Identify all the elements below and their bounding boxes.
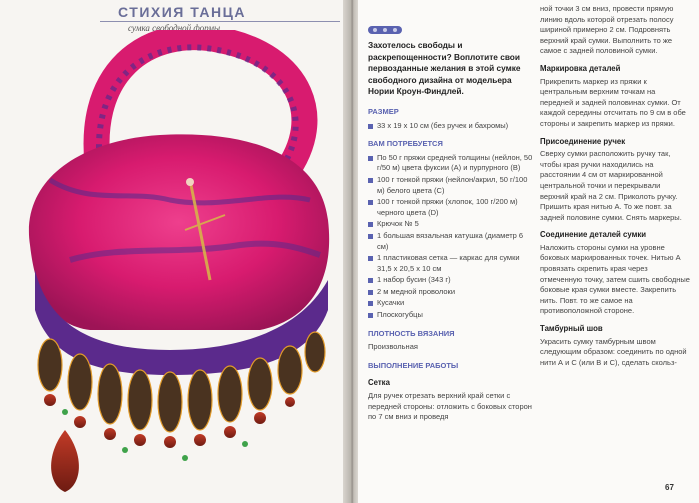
continued-text: ной точки 3 см вниз, провести прямую линию вдоль которой отрезать полосу шириной примерно 2 см. Подровнять верхний край сумки. Выполнить то же самое с задней половиной сумки.: [540, 4, 674, 56]
work-heading: ВЫПОЛНЕНИЕ РАБОТЫ: [368, 360, 459, 370]
section-badge-icon: [368, 26, 402, 34]
density-heading: ПЛОТНОСТЬ ВЯЗАНИЯ: [368, 328, 455, 338]
marking-text: Прикрепить маркер из пряжи к центральным верхним точкам на передней и задней половинах сумки. От каждой середины отсчитать по 9 см в обе стороны и закрепить маркер из пряжи.: [540, 76, 686, 128]
density-text: Произвольная: [368, 342, 418, 352]
joining-text: Наложить стороны сумки на уровне боковых маркированных точек. Нитью А провязать скрепить края через отмеченную точку, затем сшить свободные боковые края сумки вместе. Закрепить нить. Повт. то же самое на противоположной стороне.: [540, 242, 690, 316]
joining-title: Соединение деталей сумки: [540, 230, 647, 240]
mesh-text: Для ручек отрезать верхний край сетки с передней стороны: отложить с боковых сторон по 7 см вниз и проведя: [368, 391, 532, 422]
materials-item: 100 г тонкой пряжи (хлопок, 100 г/200 м) черного цвета (D): [368, 197, 533, 218]
intro-text: Захотелось свободы и раскрепощенности? Воплотите свои первозданные желания в этой сумке свободного дизайна от модельера Нории Кроун-Финдлей.: [368, 40, 521, 97]
materials-item: 1 пластиковая сетка — каркас для сумки 31,5 х 20,5 х 10 см: [368, 253, 533, 274]
right-page: [358, 0, 699, 503]
tambour-text: Украсить сумку тамбурным швом следующим образом: соединить по одной нити А и С (или B и С), сделать скольз-: [540, 336, 687, 367]
materials-item: По 50 г пряжи средней толщины (нейлон, 50 г/50 м) цвета фуксии (A) и пурпурного (B): [368, 153, 533, 174]
materials-item: 1 большая вязальная катушка (диаметр 6 см): [368, 231, 533, 252]
materials-item: Крючок № 5: [368, 219, 533, 230]
page-subtitle: сумка свободной формы: [128, 23, 221, 33]
materials-item: 2 м медной проволоки: [368, 287, 533, 298]
materials-item: Плоскогубцы: [368, 310, 533, 321]
page-number: 67: [665, 483, 674, 492]
handles-text: Сверху сумки расположить ручку так, чтобы края ручки находились на расстоянии 4 см от маркированной центральной точки и перекрывали верхний край на 2 см. Приколоть ручку. Пришить края нитью А. То же повт. за задней половине сумки. Снять маркеры.: [540, 149, 682, 222]
text-column-1: [368, 40, 533, 423]
size-item: 33 х 19 х 10 см (без ручек и бахромы): [368, 121, 533, 132]
mesh-title: Сетка: [368, 378, 390, 388]
materials-item: 1 набор бусин (343 г): [368, 275, 533, 286]
materials-item: 100 г тонкой пряжи (нейлон/акрил, 50 г/100 м) белого цвета (С): [368, 175, 533, 196]
bag-photo: [10, 30, 340, 500]
large-drop-bead: [51, 430, 79, 492]
title-divider: [100, 21, 340, 22]
text-column-2: [540, 4, 690, 368]
handles-title: Присоединение ручек: [540, 136, 626, 146]
tambour-title: Тамбурный шов: [540, 324, 603, 334]
left-page: [0, 0, 347, 503]
page-title: СТИХИЯ ТАНЦА: [118, 4, 246, 20]
materials-heading: ВАМ ПОТРЕБУЕТСЯ: [368, 139, 443, 149]
marking-title: Маркировка деталей: [540, 63, 621, 73]
size-heading: РАЗМЕР: [368, 106, 399, 116]
materials-item: Кусачки: [368, 298, 533, 309]
bag-body: [29, 134, 329, 330]
